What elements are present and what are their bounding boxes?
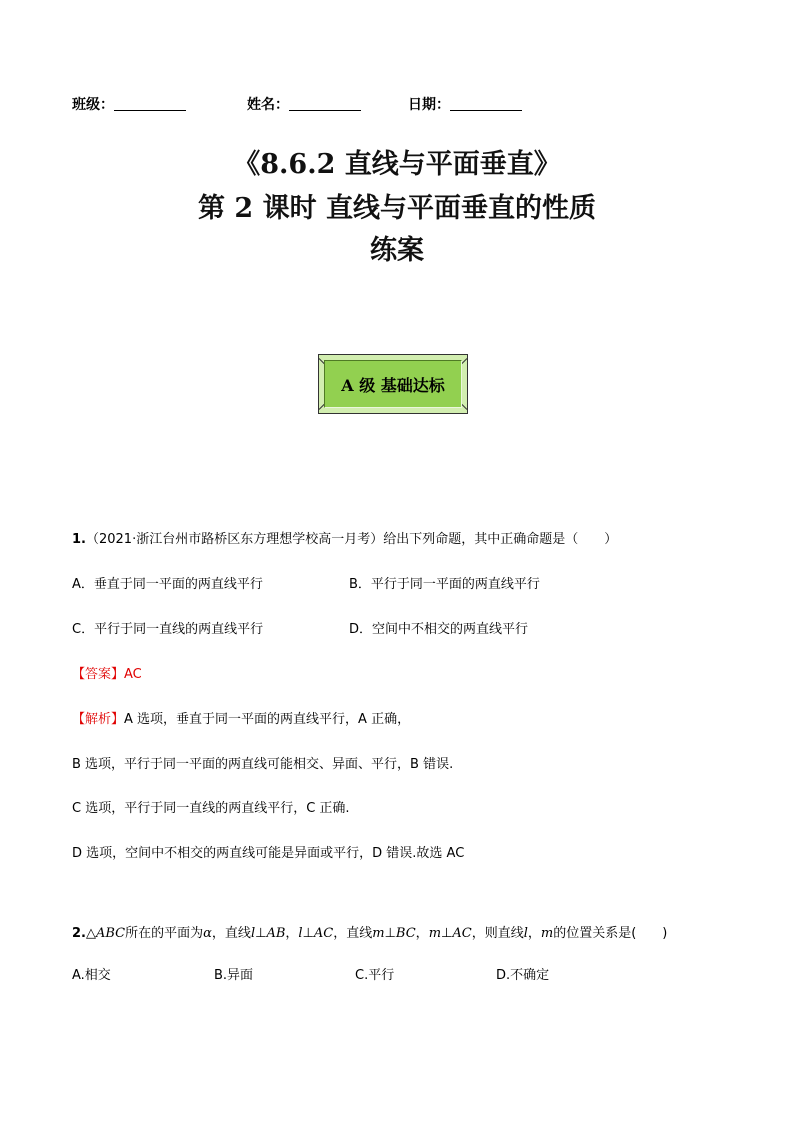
question-1-option-a: A．垂直于同一平面的两直线平行 — [72, 577, 263, 592]
class-label: 班级： — [72, 97, 114, 113]
question-1-option-b: B．平行于同一平面的两直线平行 — [349, 577, 540, 592]
question-1-option-d: D．空间中不相交的两直线平行 — [349, 622, 529, 637]
question-1-answer — [72, 663, 142, 682]
question-1-analysis-line-4: D 选项，空间中不相交的两直线可能是异面或平行，D 错误.故选 AC — [72, 846, 465, 861]
title-line-2: 第 2 课时 直线与平面垂直的性质 — [198, 193, 596, 224]
analysis-tag: 【解析】 — [72, 712, 125, 727]
date-label: 日期： — [408, 97, 450, 113]
date-field — [408, 94, 522, 114]
title-line-3: 练案 — [370, 235, 424, 266]
title-line-1: 《8.6.2 直线与平面垂直》 — [233, 149, 561, 180]
answer-tag: 【答案】 — [72, 667, 125, 682]
analysis-text: A 选项，垂直于同一平面的两直线平行，A 正确， — [124, 712, 411, 727]
level-badge-label: A 级 基础达标 — [341, 375, 445, 395]
question-1-analysis-line-2: B 选项，平行于同一平面的两直线可能相交、异面、平行，B 错误. — [72, 757, 454, 772]
question-1-analysis-line-3: C 选项，平行于同一直线的两直线平行，C 正确. — [72, 801, 350, 816]
question-1-number: 1. — [72, 532, 86, 547]
question-1-text: （2021·浙江台州市路桥区东方理想学校高一月考）给出下列命题，其中正确命题是（ ） — [85, 532, 618, 547]
name-field — [247, 94, 361, 114]
name-label: 姓名： — [247, 97, 289, 113]
answer-value: AC — [124, 667, 142, 682]
question-2-stem: 2.△ABC所在的平面为α，直线l⊥AB，l⊥AC，直线m⊥BC，m⊥AC，则直线l，m的位置关系是( ) — [72, 926, 668, 941]
level-badge — [318, 354, 468, 414]
question-1-stem — [72, 528, 617, 547]
class-field — [72, 94, 186, 114]
question-2-option-a: A.相交 — [72, 968, 111, 983]
question-2-option-c: C.平行 — [355, 968, 395, 983]
question-1-option-c: C．平行于同一直线的两直线平行 — [72, 622, 264, 637]
question-2-number: 2. — [72, 926, 86, 941]
question-1-analysis-line-1 — [72, 708, 410, 727]
class-blank[interactable] — [114, 96, 186, 111]
level-badge-face — [324, 360, 462, 408]
name-blank[interactable] — [289, 96, 361, 111]
question-2-option-b: B.异面 — [214, 968, 254, 983]
question-2-option-d: D.不确定 — [496, 968, 550, 983]
date-blank[interactable] — [450, 96, 522, 111]
